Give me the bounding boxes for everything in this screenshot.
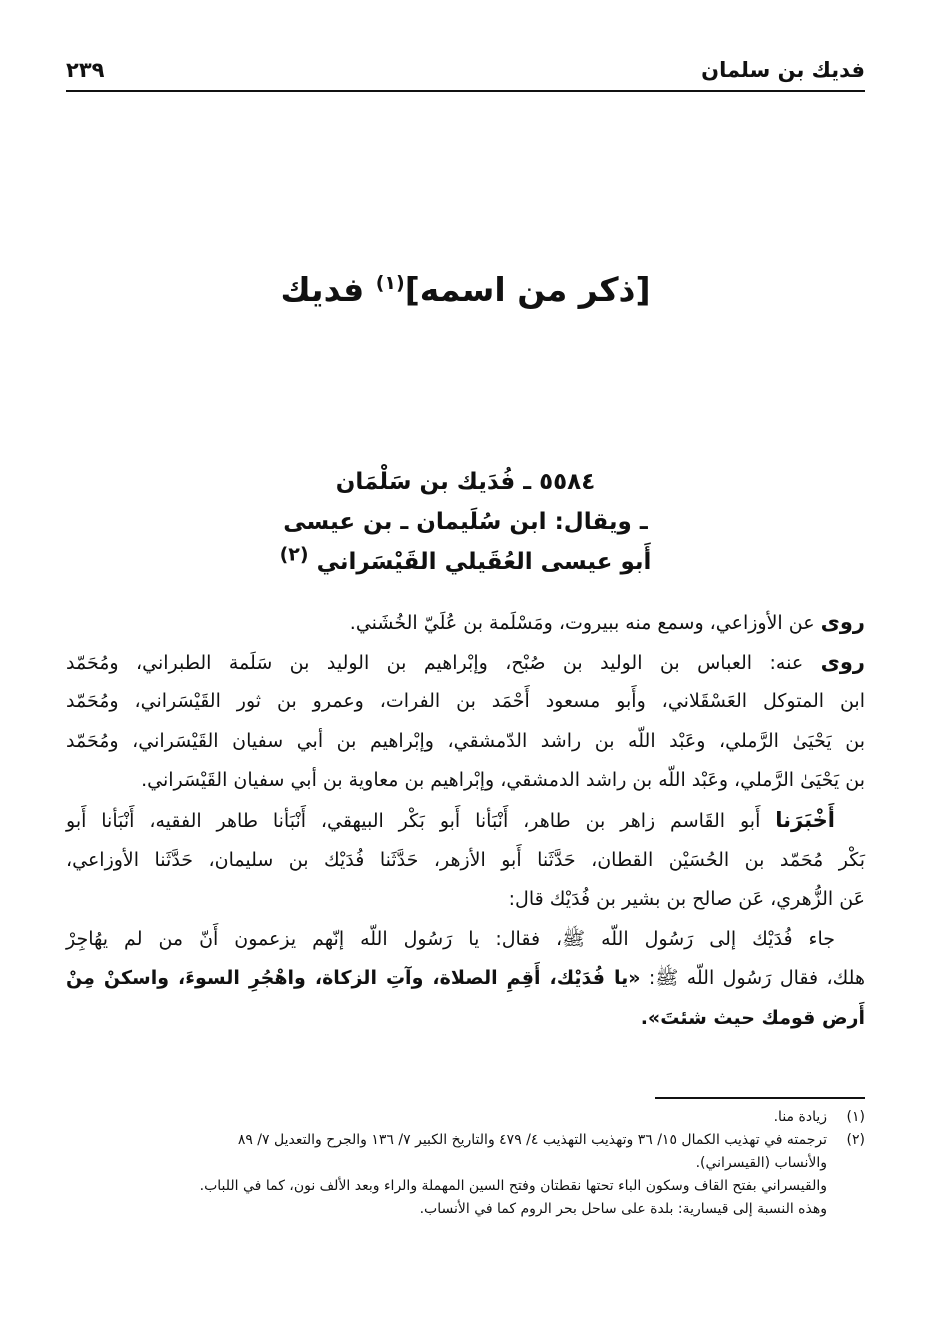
text-line: جاء فُدَيْك إلى رَسُول اللّه ﷺ، فقال: يا رَسُول اللّه إنّهم يزعمون أَنّ من لم يهُاجِرْ (66, 927, 835, 950)
footnote-1 (66, 1106, 865, 1129)
body-text (66, 603, 865, 1039)
footnote-2 (66, 1129, 865, 1152)
lead-word: روى (820, 649, 865, 674)
text-line: أَرض قومك حيث شئتَ». (640, 1006, 865, 1029)
running-title: فديك بن سلمان (701, 58, 865, 82)
text-run: أَبو القَاسم زاهر بن طاهر، أَنْبَأنا أَبو بَكْر البيهقي، أَنْبَأنا طاهر الفقيه، أَنْبَأنا أَبو (66, 809, 776, 832)
entry-footnote-ref: (٢) (279, 543, 309, 566)
section-footnote-ref: (١) (375, 272, 405, 294)
footnote-line: والقيسراني بفتح القاف وسكون الباء تحتها نقطتان وفتح السين المهملة والراء وبعد الألف نون، كما في اللباب. (199, 1178, 827, 1194)
section-title-text: [ذكر من اسمه] (404, 270, 651, 309)
text-run: عن الأوزاعي، وسمع منه ببيروت، ومَسْلَمة بن عُلَيّ الخُشَني. (349, 612, 821, 634)
text-line: ابن المتوكل العَسْقَلاني، وأَبو مسعود أَحْمَد بن الفرات، وعمرو بن ثور القَيْسَراني، ومُحَمّد (66, 690, 865, 713)
header-rule (66, 90, 865, 92)
footnote-line: والأنساب (القيسراني). (695, 1155, 827, 1171)
entry-name-line: ٥٥٨٤ ـ فُدَيك بن سَلْمَان (335, 469, 596, 495)
footnote-mark: (١) (846, 1109, 865, 1125)
text-line: بَكْر مُحَمّد بن الحُسَيْن القطان، حَدَّثَنا أَبو الأزهر، حَدَّثَنا فُدَيْك بن سليمان، حَدَّثَنا الأوزاعي، (66, 848, 865, 871)
text-line (66, 801, 865, 841)
footnote-line: وهذه النسبة إلى قيسارية: بلدة على ساحل بحر الروم كما في الأنساب. (419, 1201, 827, 1217)
entry-kunya-text: أَبو عيسى العُقَيلي القَيْسَراني (316, 549, 652, 575)
text-line: بن يَحْيَىٰ الرَّملي، وعَبْد اللّه بن راشد الدمشقي، وإبْراهيم بن معاوية بن أبي سفيان القَيْسَراني. (141, 769, 865, 792)
footnotes (66, 1106, 865, 1221)
text-line: بن يَحْيَىٰ الرَّملي، وعَبْد اللّه بن راشد الدّمشقي، وإبْراهيم بن أبي سفيان القَيْسَراني، ومُحَمّد (66, 729, 865, 752)
text-run: عنه: العباس بن الوليد بن صُبْح، وإبْراهيم بن الوليد بن سَلَمة الطبراني، ومُحَمّد (66, 651, 821, 674)
section-title-name: فديك (280, 270, 376, 309)
page-number: ٢٣٩ (66, 58, 105, 82)
text-line: عَن الزُّهري، عَن صالح بن بشير بن فُدَيْك قال: (508, 888, 865, 911)
section-heading (0, 270, 931, 309)
running-head (66, 58, 865, 92)
text-line (66, 643, 865, 683)
text-line (66, 959, 865, 999)
hadith-quote: «يا فُدَيْك، أَقِمِ الصلاة، وآتِ الزكاة، واهْجُرِ السوءَ، واسكنْ مِنْ (66, 967, 641, 990)
lead-word: روى (820, 610, 865, 634)
entry-heading (0, 462, 931, 582)
footnote-mark: (٢) (846, 1132, 865, 1148)
text-run: هلك، فقال رَسُول اللّه ﷺ: (640, 967, 865, 990)
footnote-text: ترجمته في تهذيب الكمال ١٥/ ٣٦ وتهذيب التهذيب ٤/ ٤٧٩ والتاريخ الكبير ٧/ ١٣٦ والجرح والتعديل ٧/ ٨٩ (237, 1132, 827, 1148)
footnote-rule (655, 1097, 865, 1099)
lead-word: أَخْبَرَنا (775, 807, 835, 832)
footnote-text: زيادة منا. (773, 1109, 827, 1125)
entry-kunya-line (0, 542, 931, 582)
entry-alt-name-line: ـ ويقال: ابن سُلَيمان ـ بن عيسى (283, 509, 648, 535)
paragraph-narrated-from (66, 603, 865, 643)
